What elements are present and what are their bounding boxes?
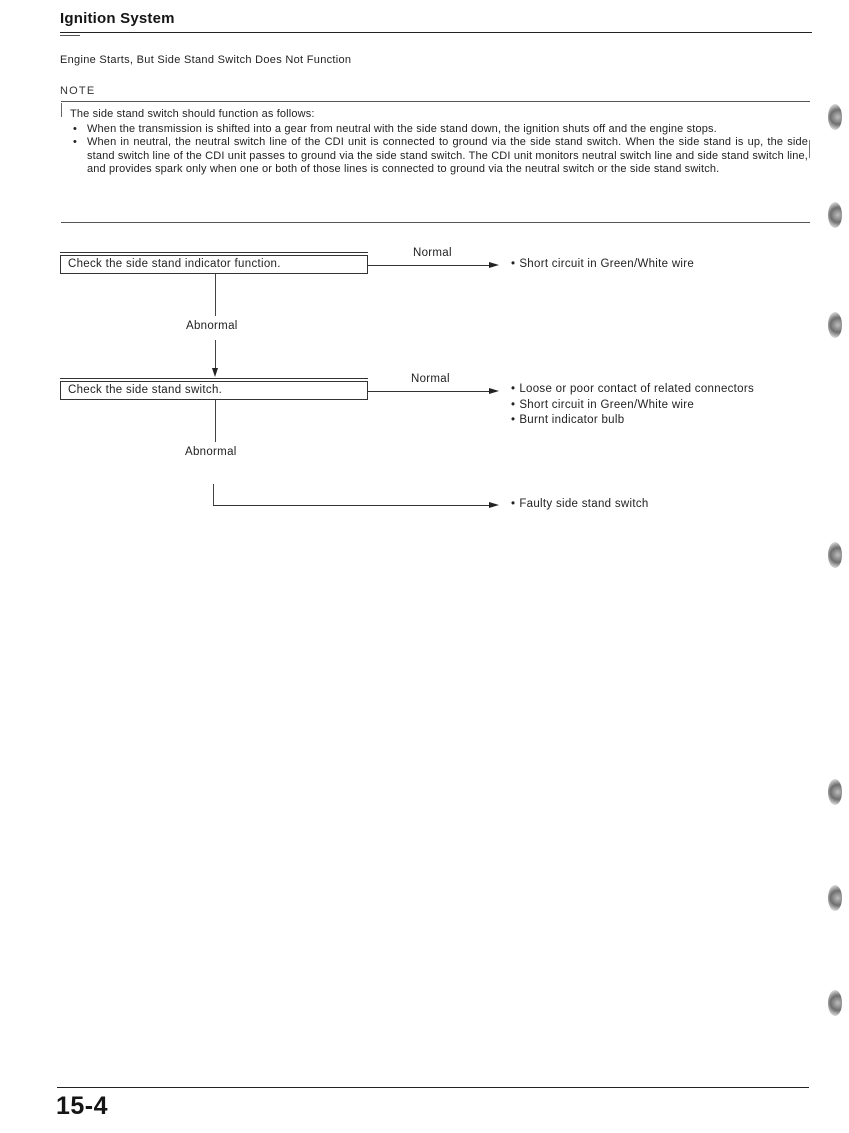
step2-abnormal-results	[511, 497, 649, 513]
note-body	[70, 108, 808, 177]
result-item: • Short circuit in Green/White wire	[511, 257, 694, 273]
binder-hole-shadow	[828, 104, 842, 130]
page-number: 15-4	[56, 1092, 109, 1120]
section-title: Ignition System	[60, 10, 175, 27]
note-lead: The side stand switch should function as follows:	[70, 108, 315, 120]
step1-box-top-rule	[60, 252, 368, 253]
bullet-marker: •	[73, 136, 78, 149]
step2-abnormal-connector-lower	[213, 484, 214, 506]
step2-abnormal-label: Abnormal	[185, 446, 237, 458]
note-bullet-text: When in neutral, the neutral switch line of the CDI unit is connected to ground via the side stand switch. When the side stand is up, the side stand switch line of the CDI unit passes to ground via the side stand switch. The CDI unit monitors neutral switch line and side stand switch line, and provides spark only when one or both of those lines is connected to ground via the neutral switch or the side stand switch.	[87, 136, 808, 176]
step1-normal-connector	[368, 265, 490, 266]
note-bullet-item	[70, 123, 808, 137]
step1-normal-results	[511, 257, 694, 273]
step2-check-text: Check the side stand switch.	[68, 384, 223, 396]
step1-check-box	[60, 255, 368, 274]
step2-check-box	[60, 381, 368, 400]
symptom-title: Engine Starts, But Side Stand Switch Does Not Function	[60, 54, 352, 66]
step1-abnormal-arrow-icon	[212, 368, 218, 377]
binder-hole-shadow	[828, 990, 842, 1016]
step1-normal-arrow-icon	[489, 262, 499, 268]
step2-normal-label: Normal	[411, 373, 450, 385]
result-item: • Loose or poor contact of related connectors	[511, 382, 754, 398]
step1-abnormal-connector-lower	[215, 340, 216, 370]
note-bullet-item	[70, 136, 808, 177]
step2-normal-results	[511, 382, 754, 429]
binder-hole-shadow	[828, 202, 842, 228]
result-item: • Short circuit in Green/White wire	[511, 398, 754, 414]
result-item: • Burnt indicator bulb	[511, 413, 754, 429]
note-box-right-edge	[809, 140, 810, 158]
note-box-left-edge	[61, 103, 62, 117]
note-bullet-list	[70, 123, 808, 177]
step1-abnormal-connector-upper	[215, 274, 216, 316]
step2-box-top-rule	[60, 378, 368, 379]
note-bullet-text: When the transmission is shifted into a gear from neutral with the side stand down, the ignition shuts off and the engine stops.	[87, 122, 717, 135]
footer-rule	[57, 1087, 809, 1088]
binder-hole-shadow	[828, 542, 842, 568]
step2-abnormal-arrow-icon	[489, 502, 499, 508]
step2-abnormal-connector-upper	[215, 400, 216, 442]
step1-abnormal-label: Abnormal	[186, 320, 238, 332]
step1-check-text: Check the side stand indicator function.	[68, 258, 281, 270]
header-rule	[60, 32, 812, 33]
bullet-marker: •	[73, 122, 78, 135]
note-label: NOTE	[60, 85, 96, 97]
step2-normal-connector	[368, 391, 490, 392]
binder-hole-shadow	[828, 885, 842, 911]
step2-abnormal-connector-horizontal	[213, 505, 490, 506]
binder-hole-shadow	[828, 312, 842, 338]
step1-normal-label: Normal	[413, 247, 452, 259]
result-item: • Faulty side stand switch	[511, 497, 649, 513]
step2-normal-arrow-icon	[489, 388, 499, 394]
header-rule-accent	[60, 35, 80, 36]
binder-hole-shadow	[828, 779, 842, 805]
